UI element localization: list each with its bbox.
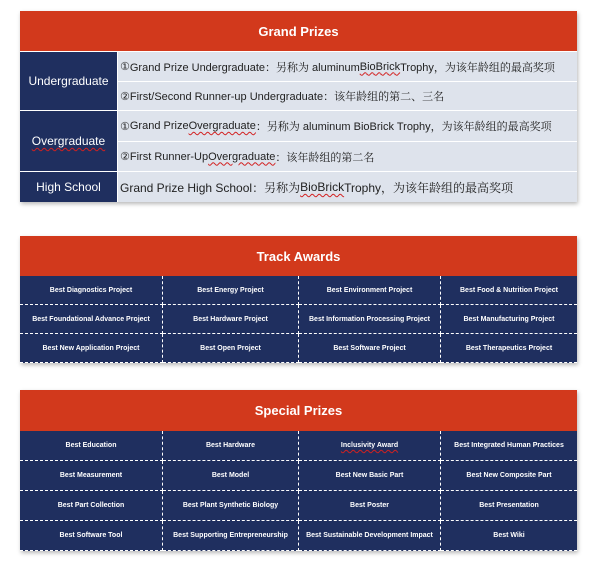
row-text-marked: Overgraduate (188, 120, 256, 132)
award-cell: Best Open Project (163, 334, 299, 363)
award-cell: Best Foundational Advance Project (20, 305, 163, 334)
prize-cell: Best Hardware (163, 431, 299, 461)
row-text-marked: BioBrick (300, 180, 345, 194)
award-cell: Best Therapeutics Project (441, 334, 577, 363)
row-text-tail: Trophy，为该年龄组的最高奖项 (344, 180, 513, 195)
prize-cell: Best New Basic Part (299, 461, 441, 491)
special-prizes-panel (20, 390, 577, 551)
category-text: Overgraduate (31, 134, 106, 148)
grand-prizes-table (20, 51, 577, 202)
award-cell: Best Information Processing Project (299, 305, 441, 334)
row-text: Grand Prize (129, 120, 189, 132)
row-marker: ① (120, 120, 130, 133)
award-cell: Best Hardware Project (163, 305, 299, 334)
prize-row (117, 81, 577, 110)
prize-cell: Best Integrated Human Practices (441, 431, 577, 461)
row-marker: ② (120, 151, 130, 163)
overgraduate-group (20, 110, 577, 171)
prize-cell-text: Inclusivity Award (340, 442, 399, 449)
row-text-tail: Trophy，为该年龄组的最高奖项 (400, 61, 555, 74)
prize-cell: Best Model (163, 461, 299, 491)
row-text-marked: BioBrick (359, 60, 401, 73)
prize-cell: Best Poster (299, 491, 441, 521)
award-cell: Best Food & Nutrition Project (441, 276, 577, 305)
prize-cell (299, 431, 441, 461)
row-marker: ① (120, 61, 130, 73)
prize-cell: Best Education (20, 431, 163, 461)
award-cell: Best Diagnostics Project (20, 276, 163, 305)
prize-cell: Best Plant Synthetic Biology (163, 491, 299, 521)
row-text-marked: Overgraduate (208, 150, 276, 163)
award-cell: Best Environment Project (299, 276, 441, 305)
row-text-tail: ：该年龄组的第二名 (275, 151, 375, 164)
prize-cell: Best Measurement (20, 461, 163, 491)
category-label: High School (20, 171, 117, 202)
award-cell: Best Manufacturing Project (441, 305, 577, 334)
row-marker: ② (120, 90, 130, 103)
category-label: Undergraduate (20, 51, 117, 110)
prize-row (117, 171, 577, 202)
special-prizes-grid (20, 431, 577, 551)
undergraduate-group (20, 51, 577, 110)
category-label (20, 110, 117, 171)
grand-prizes-panel (20, 11, 577, 202)
grand-prizes-title: Grand Prizes (20, 11, 577, 51)
prize-row (117, 141, 577, 171)
track-awards-title: Track Awards (20, 236, 577, 276)
prize-cell: Best Wiki (441, 521, 577, 551)
prize-cell: Best Presentation (441, 491, 577, 521)
prize-cell: Best Part Collection (20, 491, 163, 521)
row-text: First/Second Runner-up Undergraduate：该年龄组的第二、三名 (129, 91, 445, 103)
row-text: First Runner-Up (129, 150, 209, 163)
prize-cell: Best New Composite Part (441, 461, 577, 491)
row-text-tail: ：另称为 aluminum BioBrick Trophy，为该年龄组的最高奖项 (255, 121, 552, 133)
row-text: Grand Prize Undergraduate：另称为 aluminum (129, 61, 360, 74)
award-cell: Best New Application Project (20, 334, 163, 363)
special-prizes-title: Special Prizes (20, 390, 577, 431)
award-cell: Best Energy Project (163, 276, 299, 305)
prize-cell: Best Software Tool (20, 521, 163, 551)
track-awards-grid (20, 276, 577, 363)
prize-cell: Best Sustainable Development Impact (299, 521, 441, 551)
award-cell: Best Software Project (299, 334, 441, 363)
high-school-group (20, 171, 577, 202)
track-awards-panel (20, 236, 577, 363)
prize-row (117, 110, 577, 141)
prize-row (117, 51, 577, 81)
row-text: Grand Prize High School：另称为 (120, 180, 301, 195)
prize-cell: Best Supporting Entrepreneurship (163, 521, 299, 551)
